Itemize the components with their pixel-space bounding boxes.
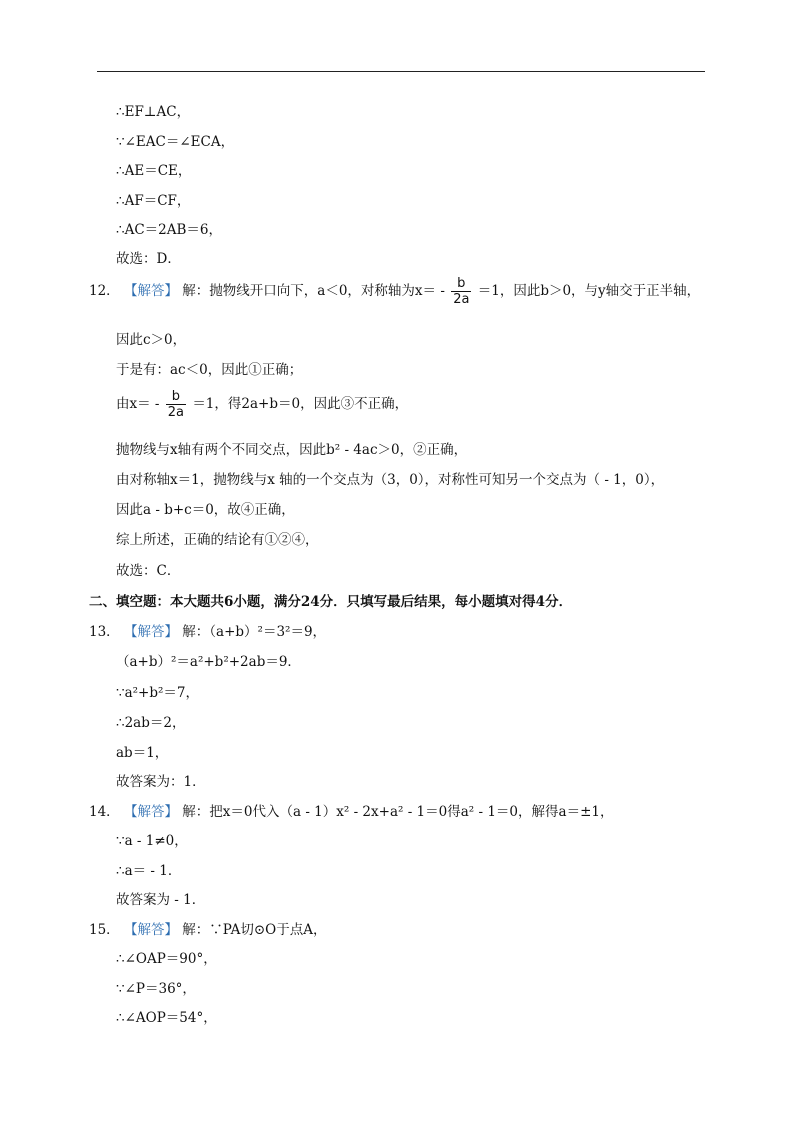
- question-14: [89, 800, 613, 820]
- text-line: 故选：C．: [116, 563, 181, 579]
- answer-lead: 解：抛物线开口向下，a＜0，对称轴为x＝ -: [182, 283, 450, 299]
- question-number: 12．: [89, 283, 120, 299]
- fraction-line: [116, 389, 408, 420]
- question-12: [89, 276, 700, 307]
- text-line: ∴2ab＝2，: [116, 715, 186, 731]
- text-line: 故答案为 - 1．: [116, 892, 206, 908]
- text-line: ∵a - 1≠0，: [116, 833, 188, 849]
- text-line: 于是有：ac＜0，因此①正确；: [116, 362, 303, 378]
- text-line: ∴∠AOP＝54°，: [116, 1010, 217, 1026]
- text-line: ∴AC＝2AB＝6，: [116, 222, 223, 238]
- answer-lead: 由x＝ -: [116, 396, 164, 412]
- question-13: [89, 620, 326, 640]
- text-line: 综上所述，正确的结论有①②④，: [116, 532, 319, 548]
- text-line: 因此c＞0，: [116, 332, 187, 348]
- text-line: 由对称轴x＝1，抛物线与x 轴的一个交点为（3，0），对称性可知另一个交点为（ - 1，0），: [116, 472, 665, 488]
- answer-tag: 【解答】: [123, 804, 178, 820]
- text-line: ab＝1，: [116, 745, 169, 761]
- answer-tail: ＝1，得2a+b＝0，因此③不正确，: [192, 396, 409, 412]
- fraction-denominator: 2a: [167, 405, 185, 420]
- fraction: [451, 276, 471, 307]
- text-line: 因此a - b+c＝0，故④正确，: [116, 502, 295, 518]
- answer-tag: 【解答】: [123, 624, 178, 640]
- section-heading: 二、填空题：本大题共6小题，满分24分．只填写最后结果，每小题填对得4分．: [89, 594, 573, 610]
- question-number: 15．: [89, 922, 120, 938]
- text-line: 故选：D．: [116, 251, 181, 267]
- text-line: （a+b）²＝a²+b²+2ab＝9．: [116, 654, 301, 670]
- fraction-denominator: 2a: [453, 292, 470, 307]
- text-line: ∵∠EAC＝∠ECA，: [116, 134, 235, 150]
- text-line: 抛物线与x轴有两个不同交点，因此b² - 4ac＞0，②正确，: [116, 442, 468, 458]
- answer-tag: 【解答】: [123, 283, 178, 299]
- text-line: ∴a＝ - 1．: [116, 863, 182, 879]
- answer-text: 解：（a+b）²＝3²＝9，: [182, 624, 327, 640]
- question-number: 13．: [89, 624, 120, 640]
- fraction: [166, 389, 186, 420]
- question-number: 14．: [89, 804, 120, 820]
- text-line: ∵a²+b²＝7，: [116, 685, 200, 701]
- text-line: 故答案为：1．: [116, 774, 206, 790]
- fraction-numerator: b: [166, 389, 186, 405]
- answer-text: 解：把x＝0代入（a - 1）x² - 2x+a² - 1＝0得a² - 1＝0，解得a＝±1，: [182, 804, 614, 820]
- question-15: [89, 918, 327, 938]
- text-line: ∵∠P＝36°，: [116, 981, 196, 997]
- answer-text: 解：∵PA切⊙O于点A，: [182, 922, 327, 938]
- header-rule: [97, 71, 705, 72]
- answer-tag: 【解答】: [123, 922, 178, 938]
- text-line: ∴AE＝CE，: [116, 163, 192, 179]
- text-line: ∴EF⊥AC，: [116, 104, 191, 120]
- fraction-numerator: b: [451, 276, 471, 292]
- text-line: ∴AF＝CF，: [116, 193, 191, 209]
- text-line: ∴∠OAP＝90°，: [116, 951, 217, 967]
- answer-tail: ＝1，因此b＞0，与y轴交于正半轴，: [477, 283, 701, 299]
